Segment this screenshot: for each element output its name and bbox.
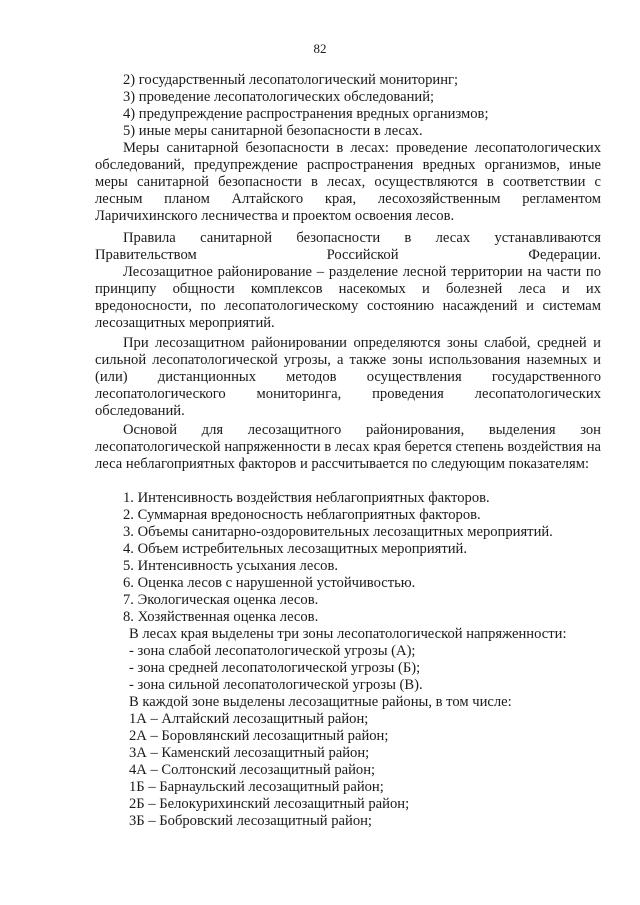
zones-intro: В лесах края выделены три зоны лесопатологической напряженности:	[129, 626, 567, 642]
indicator-item: 6. Оценка лесов с нарушенной устойчивостью.	[123, 575, 416, 591]
zone-item: - зона средней лесопатологической угрозы (Б);	[129, 660, 421, 676]
paragraph-sanitary-measures: Меры санитарной безопасности в лесах: проведение лесопатологических обследований, предупреждение распространения вредных организмов, иные меры санитарной безопасности в лесах, осуществляются в соответствии с лесным планом Алтайского края, лесохозяйственным регламентом Ларичихинского лесничества и проектом освоения лесов.	[95, 140, 601, 224]
indicator-item: 5. Интенсивность усыхания лесов.	[123, 558, 338, 574]
district-item: 1А – Алтайский лесозащитный район;	[129, 711, 369, 727]
indicator-item: 2. Суммарная вредоносность неблагоприятных факторов.	[123, 507, 481, 523]
indicator-item: 7. Экологическая оценка лесов.	[123, 592, 319, 608]
indicator-item: 4. Объем истребительных лесозащитных мероприятий.	[123, 541, 468, 557]
indicator-item: 3. Объемы санитарно-оздоровительных лесозащитных мероприятий.	[123, 524, 553, 540]
list-item: 3) проведение лесопатологических обследований;	[123, 89, 435, 105]
list-item: 2) государственный лесопатологический мониторинг;	[123, 72, 459, 88]
paragraph-sanitary-rules: Правила санитарной безопасности в лесах устанавливаются Правительством Российской Федерации.	[95, 230, 601, 263]
district-item: 4А – Солтонский лесозащитный район;	[129, 762, 376, 778]
district-item: 3А – Каменский лесозащитный район;	[129, 745, 370, 761]
paragraph-zoning-basis: Основой для лесозащитного районирования, выделения зон лесопатологической напряженности в лесах края берется степень воздействия на леса неблагоприятных факторов и рассчитывается по следующим показателям:	[95, 422, 601, 472]
page-number: 82	[313, 41, 327, 56]
districts-intro: В каждой зоне выделены лесозащитные районы, в том числе:	[129, 694, 512, 710]
list-item: 4) предупреждение распространения вредных организмов;	[123, 106, 489, 122]
indicator-item: 8. Хозяйственная оценка лесов.	[123, 609, 319, 625]
paragraph-zoning-definition: Лесозащитное районирование – разделение лесной территории на части по принципу общности комплексов насекомых и болезней леса и их вредоносности, по лесопатологическому состоянию насаждений и системам лесозащитных мероприятий.	[95, 264, 601, 331]
list-item: 5) иные меры санитарной безопасности в лесах.	[123, 123, 423, 139]
district-item: 2Б – Белокурихинский лесозащитный район;	[129, 796, 410, 812]
zone-item: - зона сильной лесопатологической угрозы (В).	[129, 677, 423, 693]
district-item: 2А – Боровлянский лесозащитный район;	[129, 728, 389, 744]
district-item: 1Б – Барнаульский лесозащитный район;	[129, 779, 384, 795]
indicator-item: 1. Интенсивность воздействия неблагоприятных факторов.	[123, 490, 490, 506]
district-item: 3Б – Бобровский лесозащитный район;	[129, 813, 372, 829]
zone-item: - зона слабой лесопатологической угрозы (А);	[129, 643, 416, 659]
paragraph-zoning-zones: При лесозащитном районировании определяются зоны слабой, средней и сильной лесопатологической угрозы, а также зоны использования наземных и (или) дистанционных методов осуществления государственного лесопатологического мониторинга, проведения лесопатологических обследований.	[95, 335, 601, 419]
